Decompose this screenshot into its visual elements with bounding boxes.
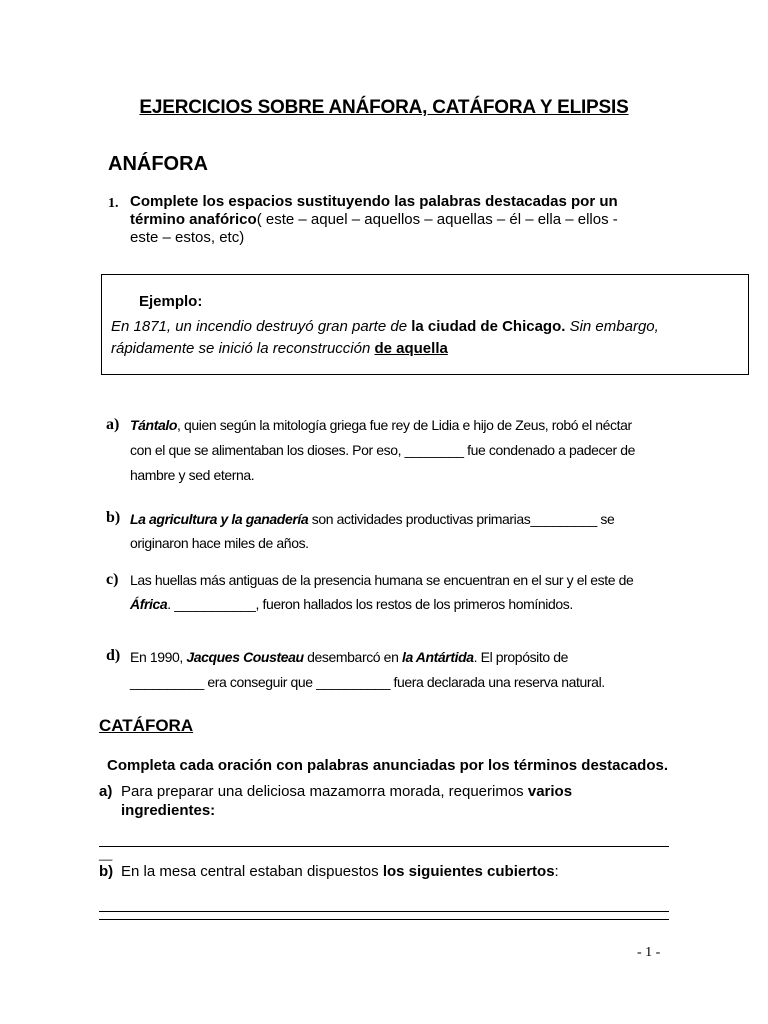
answer-line-a[interactable] <box>99 846 669 847</box>
section-heading-anafora: ANÁFORA <box>108 153 208 175</box>
example-label: Ejemplo: <box>139 293 203 310</box>
catafora-letter-a: a) <box>99 783 113 800</box>
item-a-line-1 <box>130 417 632 433</box>
item-a-line-3: hambre y sed eterna. <box>130 467 255 483</box>
item-d-line-2: __________ era conseguir que __________ fuera declarada una reserva natural. <box>130 674 605 690</box>
question-number: 1. <box>108 196 119 211</box>
answer-line-b-2[interactable] <box>99 919 669 920</box>
page-number: - 1 - <box>637 945 661 960</box>
example-anaphor: de aquella <box>374 340 448 357</box>
item-d-text: . El propósito de <box>473 649 569 665</box>
example-text: rápidamente se inició la reconstrucción <box>111 340 375 357</box>
catafora-a-highlight: varios <box>527 783 573 800</box>
catafora-letter-b: b) <box>99 863 114 880</box>
question-1-bold: Complete los espacios sustituyendo las palabras destacadas por un término anafórico <box>130 193 618 228</box>
answer-line-b-1[interactable] <box>99 911 669 912</box>
catafora-instruction: Completa cada oración con palabras anunciadas por los términos destacados. <box>107 757 668 774</box>
item-c-highlight: África <box>130 596 168 612</box>
catafora-b-text: En la mesa central estaban dispuestos <box>121 863 383 880</box>
item-a-highlight: Tántalo <box>130 417 177 433</box>
example-line-2 <box>111 340 448 357</box>
question-1-options: ( este – aquel – aquellos – aquellas – él – ella – ellos - este – estos, etc) <box>130 211 618 246</box>
item-d-line-1 <box>130 649 568 665</box>
answer-line-a-tail: __ <box>99 847 113 861</box>
item-d-highlight-2: la Antártida <box>401 649 474 665</box>
example-line-1 <box>111 318 659 335</box>
question-1-instruction <box>130 193 640 247</box>
item-d-text: desembarcó en <box>303 649 402 665</box>
item-a-text: , quien según la mitología griega fue rey de Lidia e hijo de Zeus, robó el néctar <box>176 417 632 433</box>
example-text: Sin embargo, <box>565 318 659 335</box>
example-referent: la ciudad de Chicago. <box>411 318 566 335</box>
example-text: En 1871, un incendio destruyó gran parte de <box>111 318 412 335</box>
catafora-b-line-1 <box>121 863 559 880</box>
document-title: EJERCICIOS SOBRE ANÁFORA, CATÁFORA Y ELIPSIS <box>139 97 629 118</box>
catafora-a-line-2: ingredientes: <box>121 802 216 819</box>
item-letter-d: d) <box>106 647 121 664</box>
catafora-a-line-1 <box>121 783 572 800</box>
item-d-text: En 1990, <box>130 649 187 665</box>
catafora-b-highlight: los siguientes cubiertos <box>382 863 555 880</box>
item-b-line-2: originaron hace miles de años. <box>130 535 309 551</box>
item-b-text: son actividades productivas primarias_________ se <box>308 511 615 527</box>
catafora-a-text: Para preparar una deliciosa mazamorra morada, requerimos <box>121 783 528 800</box>
item-a-line-2: con el que se alimentaban los dioses. Por eso, ________ fue condenado a padecer de <box>130 442 636 458</box>
catafora-b-text: : <box>554 863 559 880</box>
item-c-line-2 <box>130 596 573 612</box>
item-c-line-1: Las huellas más antiguas de la presencia humana se encuentran en el sur y el este de <box>130 572 634 588</box>
item-c-text: . ___________, fueron hallados los restos de los primeros homínidos. <box>167 596 573 612</box>
item-d-highlight-1: Jacques Cousteau <box>186 649 304 665</box>
item-b-highlight: La agricultura y la ganadería <box>130 511 309 527</box>
item-letter-c: c) <box>106 571 119 588</box>
item-b-line-1 <box>130 511 614 527</box>
section-heading-catafora: CATÁFORA <box>99 716 194 735</box>
item-letter-a: a) <box>106 416 120 433</box>
item-letter-b: b) <box>106 509 121 526</box>
